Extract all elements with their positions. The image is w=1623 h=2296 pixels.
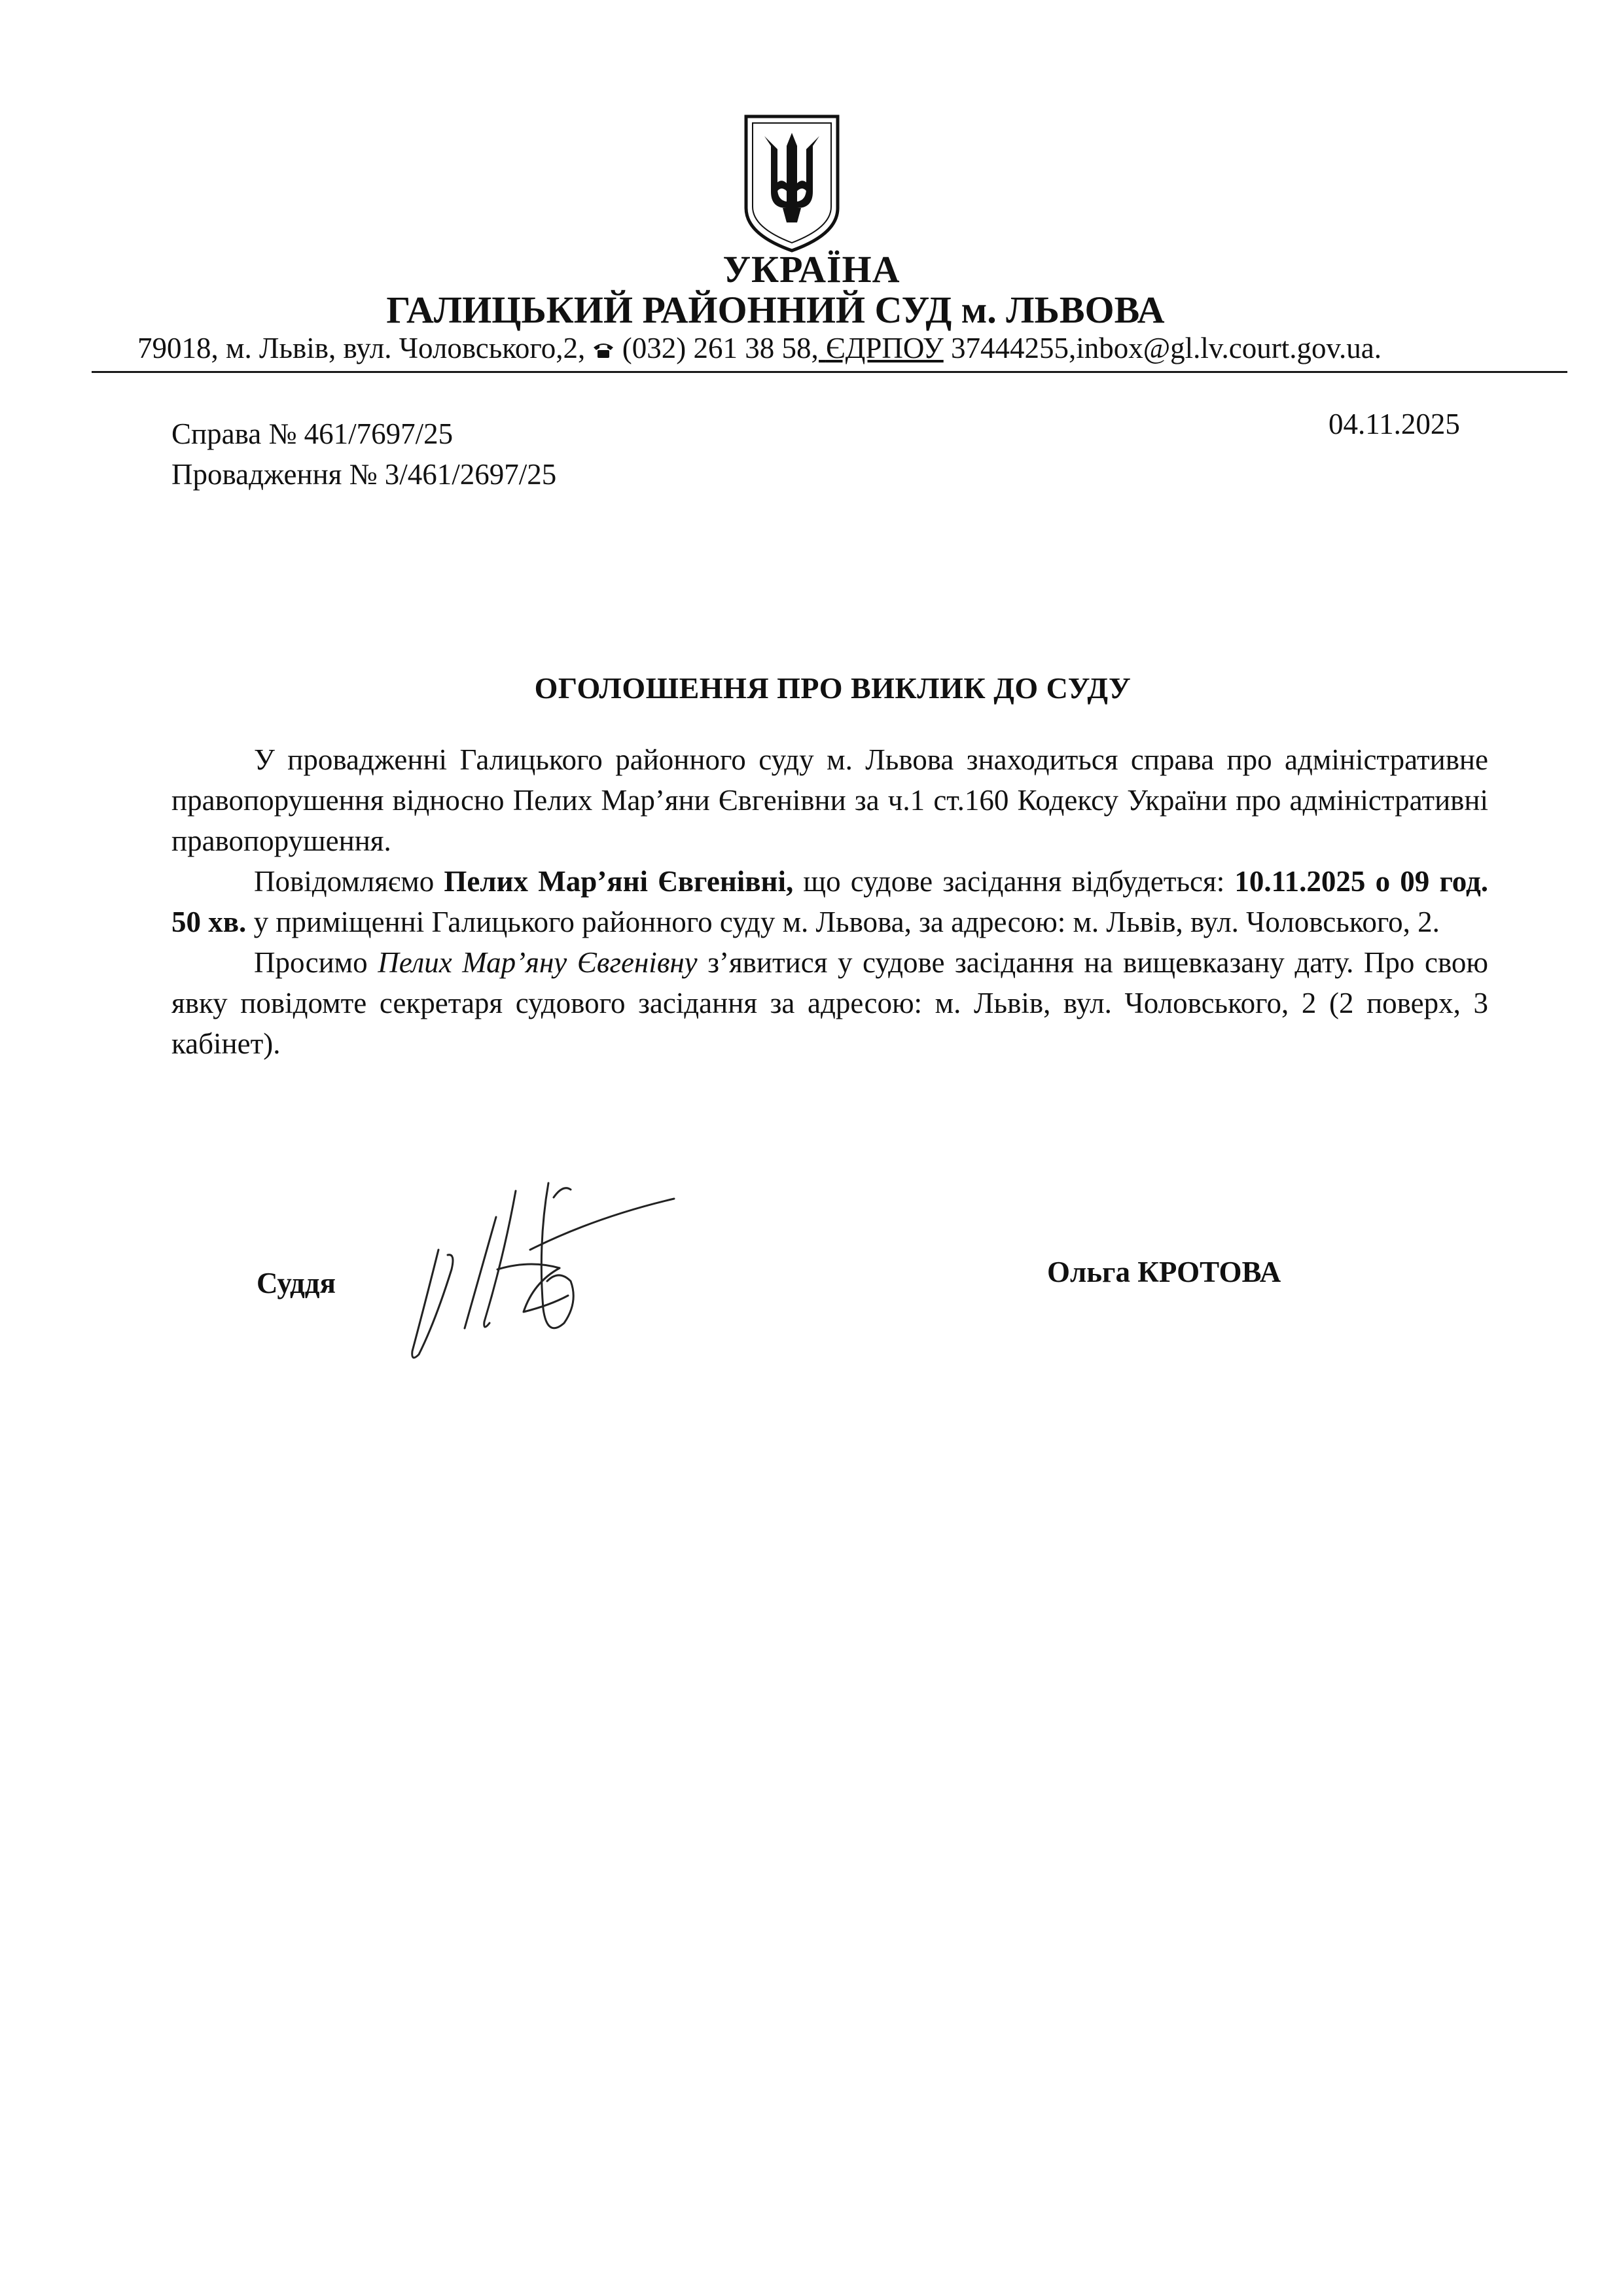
trident-emblem-icon [740,110,844,254]
notice-text-3: у приміщенні Галицького районного суду м. Львова, за адресою: м. Львів, вул. Чоловського, 2. [246,906,1440,938]
case-info [171,414,556,495]
request-text-2: з’явитися у судове засідання на вищевказану дату. Про свою явку повідомте секретаря судового засідання за адресою: м. Львів, вул. Чоловського, 2 (2 поверх, 3 кабінет). [171,946,1489,1060]
handwritten-signature [399,1171,687,1374]
phone-number: (032) 261 38 58 [622,332,812,364]
court-address-line [137,334,1551,363]
notice-text-1: Повідомляємо [254,865,444,898]
document-title: ОГОЛОШЕННЯ ПРО ВИКЛИК ДО СУДУ [534,671,1132,705]
request-text-1: Просимо [254,946,378,979]
country-heading: УКРАЇНА [722,248,901,291]
edrpou-label: ЄДРПОУ [825,332,944,364]
document-body [171,739,1488,1064]
paragraph-hearing-notice [171,861,1488,942]
case-number: Справа № 461/7697/25 [171,417,454,450]
request-recipient-name: Пелих Мар’яну Євгенівну [378,946,698,979]
header-divider [92,371,1567,373]
paragraph-case-description: У провадженні Галицького районного суду м. Львова знаходиться справа про адміністративне правопорушення відносно Пелих Мар’яни Євгенівни за ч.1 ст.160 Кодексу України про адміністративні правопорушення. [171,743,1488,857]
proceeding-number: Провадження № 3/461/2697/25 [171,458,557,491]
phone-icon [592,341,615,359]
paragraph-appearance-request [171,942,1488,1064]
hearing-datetime: 10.11.2025 о 09 год. 50 хв. [171,865,1488,938]
notice-text-2: що судове засідання відбудеться: [793,865,1235,898]
judge-name: Ольга КРОТОВА [1047,1256,1281,1288]
address-text: 79018, м. Львів, вул. Чоловського,2, [137,332,593,364]
address-separator: , [811,332,826,364]
court-name-heading: ГАЛИЦЬКИЙ РАЙОННИЙ СУД м. ЛЬВОВА [386,289,1165,331]
document-date: 04.11.2025 [1329,408,1460,440]
notice-recipient-name: Пелих Мар’яні Євгенівні, [444,865,794,898]
edrpou-and-email: 37444255,inbox@gl.lv.court.gov.ua. [943,332,1382,364]
judge-role-label: Суддя [257,1267,336,1299]
